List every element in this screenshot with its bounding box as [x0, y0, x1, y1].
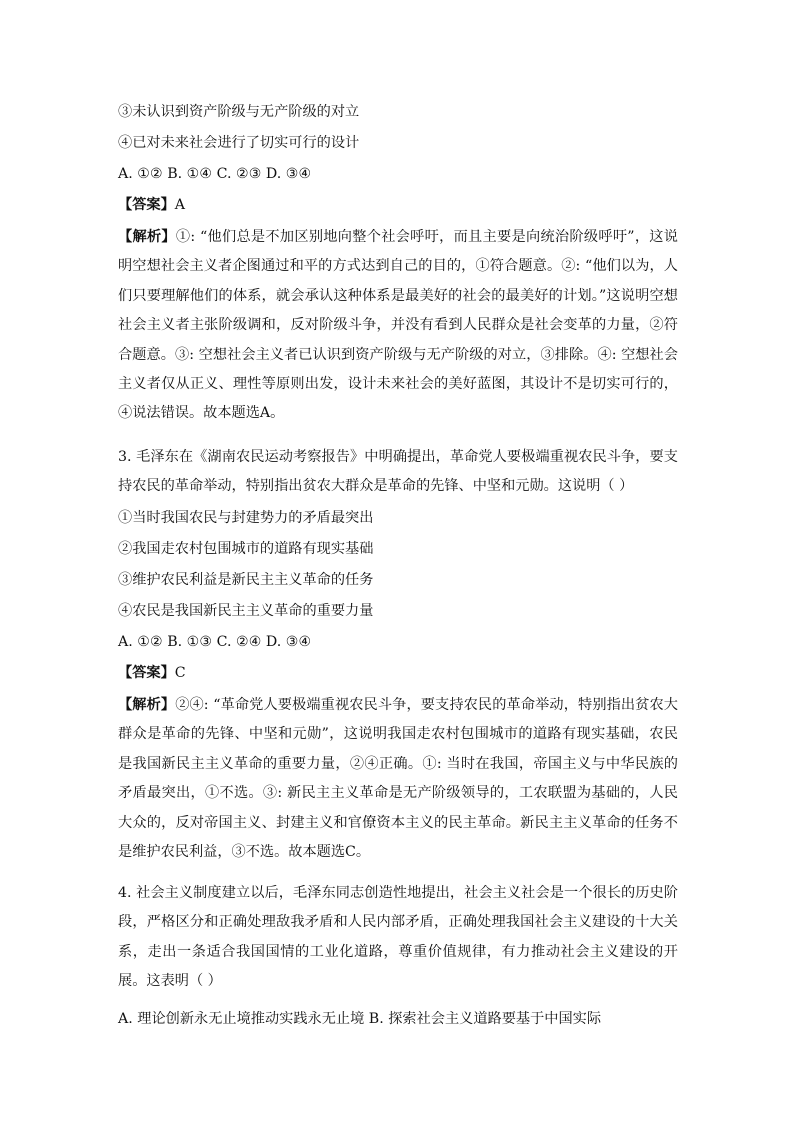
analysis-tag: 【解析】 [118, 229, 176, 245]
analysis-tag: 【解析】 [118, 697, 176, 713]
q3-option-1: ①当时我国农民与封建势力的矛盾最突出 [118, 510, 374, 526]
q3-option-2: ②我国走农村包围城市的道路有现实基础 [118, 541, 374, 557]
q4-stem: 4. 社会主义制度建立以后，毛泽东同志创造性地提出，社会主义社会是一个很长的历史阶段，严格区分和正确处理敌我矛盾和人民内部矛盾，正确处理我国社会主义建设的十大关系，走出一条适合我国国情的工业化道路，尊重价值规律，有力推动社会主义建设的开展。这表明（ ） [118, 885, 678, 990]
q3-stem: 3. 毛泽东在《湖南农民运动考察报告》中明确提出，革命党人要极端重视农民斗争，要支持农民的革命举动，特别指出贫农大群众是革命的先锋、中坚和元勋。这说明（ ） [118, 449, 678, 495]
q2-choices: A. ①② B. ①④ C. ②③ D. ③④ [118, 166, 312, 182]
q2-analysis [118, 223, 678, 429]
q2-option-3: ③未认识到资产阶级与无产阶级的对立 [118, 104, 360, 120]
analysis-text: ②④: “革命党人要极端重视农民斗争，要支持农民的革命举动，特别指出贫农大群众是革命的先锋、中坚和元勋”，这说明我国走农村包围城市的道路有现实基础，农民是我国新民主主义革命的重要力量，②④正确。①: 当时在我国，帝国主义与中华民族的矛盾最突出，①不选。③: 新民主主义革命是无产阶级领导的，工农联盟为基础的，人民大众的，反对帝国主义、封建主义和官僚资本主义的民主革命。新民主主义革命的任务不是维护农民利益，③不选。故本题选C。 [118, 697, 678, 861]
q4-choices [118, 1009, 601, 1029]
q3-analysis [118, 691, 678, 867]
analysis-text: ①: “他们总是不加区别地向整个社会呼吁，而且主要是向统治阶级呼吁”，这说明空想社会主义者企图通过和平的方式达到自己的目的，①符合题意。②: “他们以为，人们只要理解他们的体系，就会承认这种体系是最美好的社会的最美好的计划。”这说明空想社会主义者主张阶级调和，反对阶级斗争，并没有看到人民群众是社会变革的力量，②符合题意。③: 空想社会主义者已认识到资产阶级与无产阶级的对立，③排除。④: 空想社会主义者仅从正义、理性等原则出发，设计未来社会的美好蓝图，其设计不是切实可行的，④说法错误。故本题选A。 [118, 229, 678, 422]
q3-choices: A. ①② B. ①③ C. ②④ D. ③④ [118, 634, 312, 650]
q2-option-4: ④已对未来社会进行了切实可行的设计 [118, 135, 360, 151]
q4-choice-a: A. 理论创新永无止境推动实践永无止境 [118, 1011, 365, 1027]
q2-answer [118, 195, 185, 215]
answer-tag: 【答案】 [118, 197, 175, 213]
q3-option-3: ③维护农民利益是新民主主义革命的任务 [118, 572, 374, 588]
answer-value: C [174, 665, 186, 681]
answer-value: A [174, 197, 186, 213]
q3-answer [118, 663, 186, 683]
q4-choice-b: B. 探索社会主义道路要基于中国实际 [368, 1011, 602, 1027]
q3-option-4: ④农民是我国新民主主义革命的重要力量 [118, 603, 374, 619]
answer-tag: 【答案】 [118, 665, 175, 681]
